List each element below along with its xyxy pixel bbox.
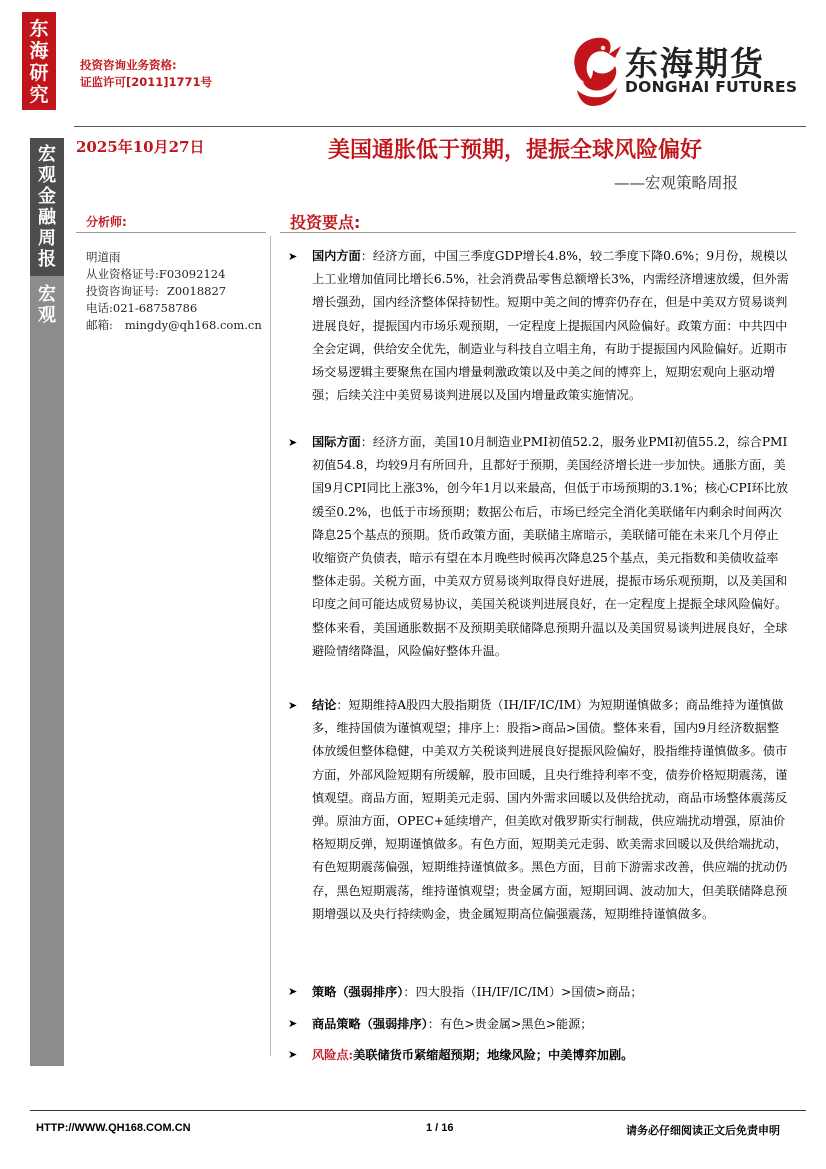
analyst-email-value[interactable]: mingdy@qh168.com.cn: [124, 318, 262, 332]
logo-english-text: DONGHAI FUTURES: [625, 78, 798, 96]
point-risk-body: [312, 1048, 633, 1062]
side-tag-bottom-text: 宏观: [38, 284, 56, 326]
points-heading: 投资要点:: [290, 213, 361, 232]
point-conclusion-body: [312, 694, 790, 926]
point-conclusion-text: ：短期维持A股四大股指期货（IH/IF/IC/IM）为短期谨慎做多；商品维持为谨慎做多，维持国债为谨慎观望；排序上：股指>商品>国债。整体来看，国内9月经济数据整体放缓但整体稳健，中美双方关税谈判进展良好提振风险偏好，股指维持谨慎做多。债市方面，外部风险短期有所缓解，股市回暖，且央行维持利率不变，债券价格短期震荡，谨慎观望。商品方面，短期美元走弱、国内外需求回暖以及供给扰动，商品市场整体震荡反弹。原油方面，OPEC+延续增产，但美欧对俄罗斯实行制裁，供应端扰动增强，原油价格短期反弹，短期谨慎做多。有色方面，短期美元走弱、欧美需求回暖以及供给端扰动，有色短期震荡偏强，短期维持谨慎做多。黑色方面，目前下游需求改善，供应端的扰动仍存，黑色短期震荡，维持谨慎观望；贵金属方面，短期回调、波动加大，但美联储降息预期增强以及央行持续购金，贵金属短期高位偏强震荡，短期维持谨慎做多。: [312, 698, 788, 921]
point-domestic: [288, 245, 790, 407]
point-international-text: ：经济方面，美国10月制造业PMI初值52.2，服务业PMI初值55.2，综合PMI初值54.8，均较9月有所回升，且都好于预期，美国经济增长进一步加快。通胀方面，美国9月CPI同比上涨3%，创今年1月以来最高，但低于市场预期的3.1%；核心CPI环比放缓至0.2%，也低于市场预期；数据公布后，市场已经完全消化美联储年内剩余时间两次降息25个基点的预期。货币政策方面，美联储主席暗示，美联储可能在未来几个月停止收缩资产负债表，暗示有望在本月晚些时候再次降息25个基点，美元指数和美债收益率整体走弱。关税方面，中美双方贸易谈判取得良好进展，提振市场乐观预期，以及美国和印度之间可能达成贸易协议，美国关税谈判进展良好，在一定程度上提振全球风险偏好。整体来看，美国通胀数据不及预期美联储降息预期升温以及美国贸易谈判进展良好，全球避险情绪降温，风险偏好整体升温。: [312, 435, 789, 658]
analyst-phone-value: 021-68758786: [112, 301, 198, 315]
qualification-line-1: 投资咨询业务资格:: [80, 58, 177, 72]
bullet-arrow-icon: ➤: [288, 436, 298, 449]
column-divider: [270, 236, 271, 1056]
point-risk: [288, 1045, 798, 1065]
analyst-phone-label: 电话:: [86, 301, 113, 315]
side-tag-top: [22, 12, 56, 110]
report-date: 2025年10月27日: [76, 138, 205, 156]
point-international-label: 国际方面: [312, 435, 361, 449]
header-divider: [74, 126, 806, 127]
side-tag-top-text: 东海研究: [29, 18, 49, 106]
point-strategy: [288, 982, 798, 1002]
analyst-consult-value: Z0018827: [166, 284, 227, 298]
point-commodity-strategy: [288, 1014, 798, 1034]
report-title: 美国通胀低于预期，提振全球风险偏好: [328, 137, 703, 163]
company-logo: [563, 30, 803, 110]
qualification-line-2: 证监许可[2011]1771号: [80, 75, 213, 89]
point-domestic-body: [312, 245, 790, 407]
bullet-arrow-icon: ➤: [288, 1048, 298, 1061]
analyst-phone: [86, 300, 197, 317]
point-domestic-label: 国内方面: [312, 249, 361, 263]
point-international: [288, 431, 790, 663]
analyst-license: [86, 266, 225, 283]
bullet-arrow-icon: ➤: [288, 699, 298, 712]
point-strategy-text: ：四大股指（IH/IF/IC/IM）>国债>商品；: [403, 985, 643, 999]
side-tag-middle: [30, 138, 64, 276]
analyst-license-label: 从业资格证号:: [86, 267, 159, 281]
point-domestic-text: ：经济方面，中国三季度GDP增长4.8%，较二季度下降0.6%；9月份，规模以上工业增加值同比增长6.5%，社会消费品零售总额增长3%，内需经济增速放缓，但外需增长强劲，国内经济整体保持韧性。短期中美之间的博弈仍存在，但是中美双方贸易谈判进展良好，提振国内市场乐观预期，一定程度上提振国内风险偏好。政策方面：中共四中全会定调，供给安全优先，制造业与科技自立唱主角，有助于提振国内风险偏好。近期市场交易逻辑主要聚焦在国内增量刺激政策以及中美之间的博弈上，短期宏观向上驱动增强；后续关注中美贸易谈判进展以及国内增量政策实施情况。: [312, 249, 789, 403]
bullet-arrow-icon: ➤: [288, 1017, 298, 1030]
report-subtitle: ——宏观策略周报: [614, 174, 739, 192]
bullet-arrow-icon: ➤: [288, 985, 298, 998]
point-commodity-strategy-text: ：有色>贵金属>黑色>能源；: [427, 1017, 593, 1031]
point-strategy-body: [312, 985, 643, 999]
side-tag-middle-text: 宏观金融周报: [38, 144, 56, 270]
point-risk-label: 风险点:: [312, 1048, 354, 1062]
analyst-email-label: 邮箱:: [86, 318, 113, 332]
bullet-arrow-icon: ➤: [288, 250, 298, 263]
point-commodity-strategy-label: 商品策略（强弱排序）: [312, 1017, 428, 1031]
footer-disclaimer: 请务必仔细阅读正文后免责申明: [626, 1124, 780, 1137]
analyst-consult-label: 投资咨询证号:: [86, 284, 159, 298]
footer-url[interactable]: HTTP://WWW.QH168.COM.CN: [36, 1122, 191, 1134]
point-commodity-strategy-body: [312, 1017, 592, 1031]
point-risk-text: 美联储货币紧缩超预期；地缘风险；中美博弈加剧。: [353, 1048, 634, 1062]
side-tag-bottom: [30, 276, 64, 1066]
analyst-email: [86, 317, 262, 334]
dragon-logo-icon: [563, 30, 629, 110]
point-conclusion: [288, 694, 790, 926]
footer-divider: [30, 1110, 806, 1111]
analyst-underline: [76, 232, 266, 233]
point-strategy-label: 策略（强弱排序）: [312, 985, 404, 999]
analyst-consult: [86, 283, 226, 300]
analyst-heading: 分析师:: [86, 215, 127, 229]
point-international-body: [312, 431, 790, 663]
analyst-license-value: F03092124: [158, 267, 226, 281]
points-underline: [280, 232, 796, 233]
footer-page-number: 1 / 16: [426, 1122, 454, 1134]
point-conclusion-label: 结论: [312, 698, 337, 712]
logo-chinese-text: 东海期货: [625, 44, 765, 83]
analyst-name: 明道雨: [86, 250, 121, 264]
